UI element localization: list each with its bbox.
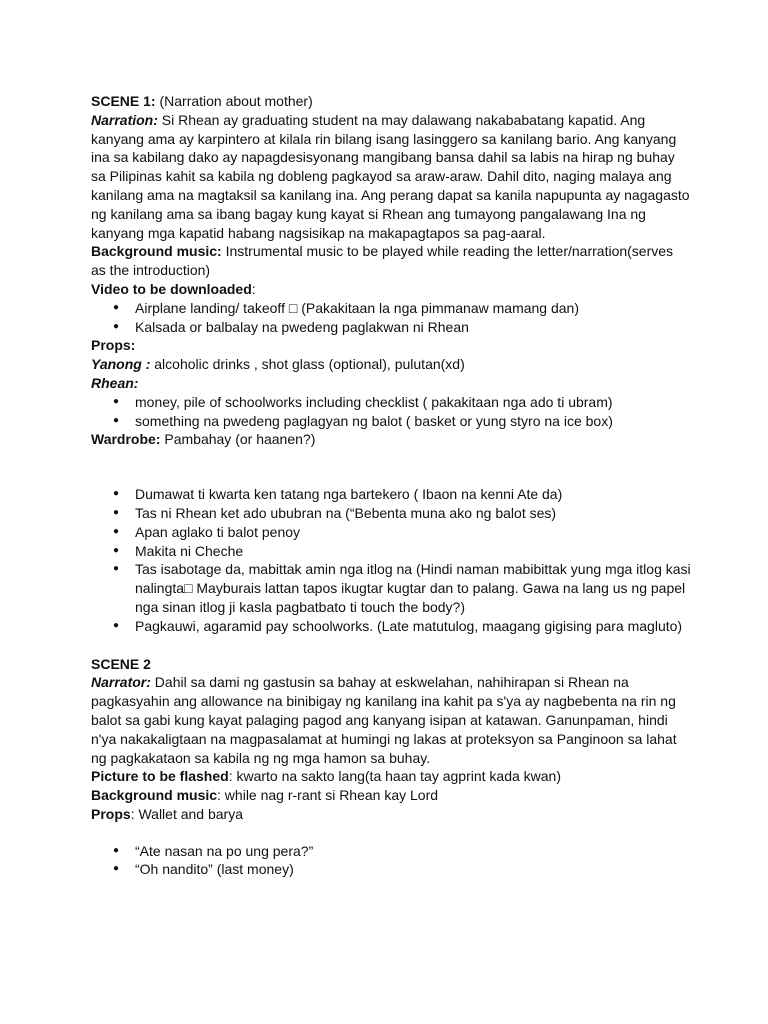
list-item: ● Airplane landing/ takeoff □ (Pakakitaan la nga pimmanaw mamang dan)	[91, 299, 691, 318]
yanong-label: Yanong :	[91, 356, 151, 373]
background-music-text: Instrumental music to be played while reading the letter/narration(serves as the introduction)	[91, 243, 674, 279]
picture-text: : kwarto na sakto lang(ta haan tay agprint kada kwan)	[228, 768, 562, 785]
list-item: ● Tas isabotage da, mabittak amin nga itlog na (Hindi naman mabibittak yung mga itlog kasi nalingta□ Mayburais lattan tapos ikugtar kugtar dan to palang. Gawa na lang us ng papel nga sinan itlog ji kasla pagbatbato ti touch the body?)	[91, 560, 691, 616]
background-music-text: : while nag r-rant si Rhean kay Lord	[217, 787, 439, 804]
list-item: ● “Oh nandito” (last money)	[91, 860, 691, 879]
background-music-label: Background music	[91, 787, 218, 804]
picture-label: Picture to be flashed	[91, 768, 229, 785]
list-item: ● Kalsada or balbalay na pwedeng paglakwan ni Rhean	[91, 318, 691, 337]
wardrobe-label: Wardrobe:	[91, 431, 161, 448]
list-item: ● Makita ni Cheche	[91, 542, 691, 561]
props-label: Props	[91, 805, 131, 822]
video-colon: :	[251, 280, 256, 297]
scene1-background-music	[91, 242, 691, 280]
wardrobe-text: Pambahay (or haanen?)	[160, 431, 316, 448]
rhean-props-list	[91, 393, 691, 431]
scene1-narration	[91, 111, 691, 243]
scene1-heading-line	[91, 92, 691, 111]
scene1-heading: SCENE 1:	[91, 93, 156, 109]
props-text: : Wallet and barya	[130, 805, 244, 822]
list-item: ● money, pile of schoolworks including checklist ( pakakitaan nga ado ti ubram)	[91, 393, 691, 412]
background-music-label: Background music:	[91, 243, 222, 260]
dialogue-list	[91, 842, 691, 880]
scene2-props	[91, 805, 691, 824]
rhean-label: Rhean:	[91, 374, 139, 391]
props-heading: Props:	[91, 337, 136, 354]
video-heading	[91, 280, 691, 299]
list-item: ● Dumawat ti kwarta ken tatang nga bartekero ( Ibaon na kenni Ate da)	[91, 485, 691, 504]
narration-text: Si Rhean ay graduating student na may dalawang nakababatang kapatid. Ang kanyang ama ay karpintero at kilala rin bilang isang lasinggero sa kanilang bario. Ang kanyang ina sa kabilang dako ay napagdesisyonang mangibang bansa dahil sa labis na hirap ng buhay sa Pilipinas kahit sa kabila ng dobleng pagkayod sa araw-araw. Dahil dito, naging malaya ang kanilang ama na magtaksil sa kanilang ina. Ang perang dapat sa kanila napupunta ay nagagasto ng kanilang ama sa ibang bagay kung kayat si Rhean ang tumayong pangalawang Ina ng kanyang mga kapatid habang nagsisikap na makapagtapos sa pag-aaral.	[91, 111, 690, 241]
yanong-props	[91, 355, 691, 374]
scene1-action-list	[91, 485, 691, 635]
list-item: ● “Ate nasan na po ung pera?”	[91, 842, 691, 861]
narrator-text: Dahil sa dami ng gastusin sa bahay at eskwelahan, nahihirapan si Rhean na pagkasyahin ang allowance na binibigay ng kanilang ina kahit pa s'ya ay nagbebenta na rin ng balot sa gabi kung kayat palaging pagod ang kanyang isipan at katawan. Ganunpaman, hindi n'ya nakakaligtaan na magpasalamat at humingi ng lakas at proteksyon sa Panginoon sa lahat ng pagkakataon sa kabila ng ng mga hamon sa buhay.	[91, 674, 677, 766]
narrator-label: Narrator:	[91, 674, 151, 691]
list-item: ● Apan aglako ti balot penoy	[91, 523, 691, 542]
list-item: ● Tas ni Rhean ket ado ububran na (“Bebenta muna ako ng balot ses)	[91, 504, 691, 523]
picture-to-be-flashed	[91, 767, 691, 786]
yanong-text: alcoholic drinks , shot glass (optional), pulutan(xd)	[150, 356, 465, 373]
list-item: ● something na pwedeng paglagyan ng balot ( basket or yung styro na ice box)	[91, 412, 691, 431]
video-list	[91, 299, 691, 337]
document-page	[91, 92, 691, 879]
list-item: ● Pagkauwi, agaramid pay schoolworks. (Late matutulog, maagang gigising para magluto)	[91, 617, 691, 636]
scene2-background-music	[91, 786, 691, 805]
scene1-heading-note: (Narration about mother)	[155, 93, 313, 109]
scene2-heading: SCENE 2	[91, 655, 151, 672]
narration-label: Narration:	[91, 111, 158, 128]
video-label: Video to be downloaded	[91, 280, 252, 297]
wardrobe	[91, 430, 691, 449]
scene2-narrator	[91, 673, 691, 767]
